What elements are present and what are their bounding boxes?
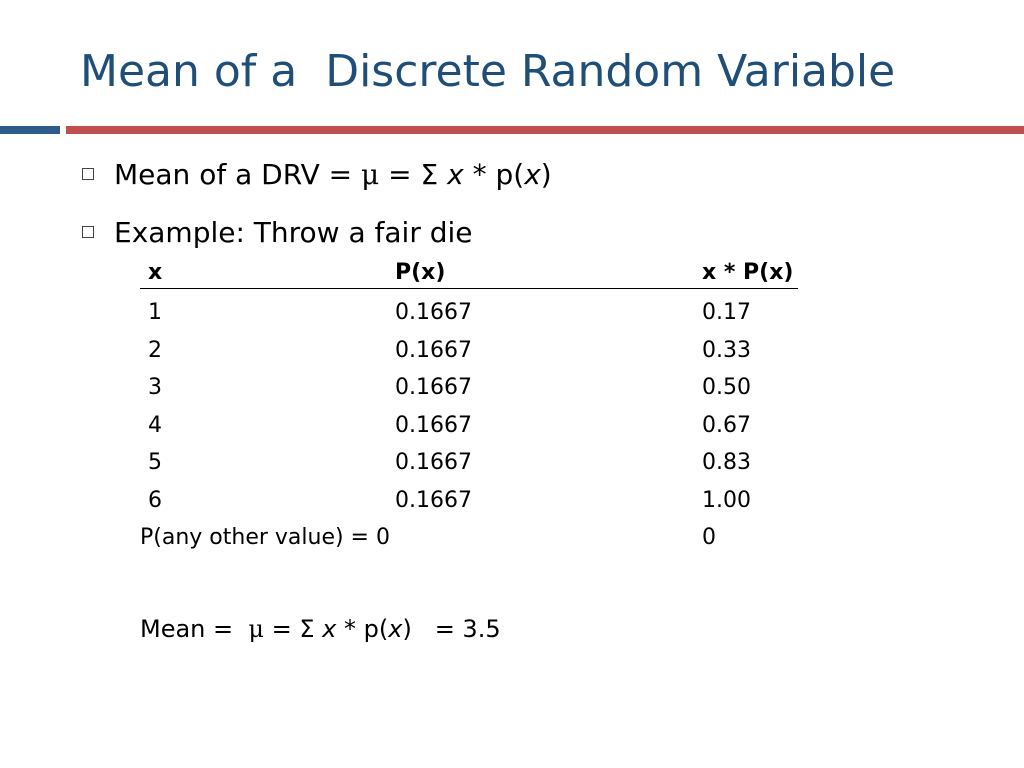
table-row <box>140 447 798 485</box>
variable-x: x <box>524 157 541 191</box>
table-row <box>140 410 798 448</box>
cell-x-times-px: 0.67 <box>702 412 751 438</box>
header-px: P(x) <box>395 260 446 285</box>
mean-result <box>140 615 501 643</box>
cell-x: 5 <box>148 450 162 475</box>
cell-px: 0.1667 <box>395 375 472 400</box>
mu-symbol: μ <box>361 157 380 191</box>
table-row <box>140 297 798 335</box>
table-row <box>140 485 798 523</box>
title-rule-accent <box>0 126 60 134</box>
bullet-text <box>114 158 552 191</box>
cell-x: 2 <box>148 337 162 363</box>
other-value-label: P(any other value) = 0 <box>140 525 390 550</box>
cell-px: 0.1667 <box>395 300 472 325</box>
cell-px: 0.1667 <box>395 412 472 438</box>
cell-px: 0.1667 <box>395 487 472 513</box>
bullet-mean-definition <box>82 154 552 194</box>
cell-x-times-px: 0.83 <box>702 450 751 475</box>
cell-px: 0.1667 <box>395 450 472 475</box>
text-part: Mean = <box>140 615 249 643</box>
cell-x-times-px: 0.33 <box>702 337 751 363</box>
cell-x-times-px: 0.50 <box>702 375 751 400</box>
slide-title: Mean of a Discrete Random Variable <box>80 46 896 97</box>
text-part: ) = 3.5 <box>402 615 501 643</box>
header-x-times-px: x * P(x) <box>702 260 794 285</box>
cell-x: 6 <box>148 487 162 513</box>
cell-x: 4 <box>148 412 162 438</box>
text-part: = Σ <box>379 157 448 191</box>
square-bullet-icon <box>82 168 94 180</box>
variable-x: x <box>388 615 403 643</box>
header-x: x <box>148 260 163 285</box>
variable-x: x <box>447 157 464 191</box>
title-rule <box>66 126 1024 134</box>
bullet-text: Example: Throw a fair die <box>114 215 473 249</box>
mu-symbol: μ <box>248 615 264 643</box>
table-row-other <box>140 522 798 560</box>
bullet-example <box>82 212 473 252</box>
cell-x-times-px: 0.17 <box>702 300 751 325</box>
cell-x: 1 <box>148 300 162 325</box>
cell-x-times-px: 1.00 <box>702 487 751 513</box>
text-part: * p( <box>336 615 389 643</box>
text-part: * p( <box>463 157 525 191</box>
square-bullet-icon <box>82 226 94 238</box>
table-row <box>140 372 798 410</box>
cell-x: 3 <box>148 375 162 400</box>
variable-x: x <box>322 615 337 643</box>
table-row <box>140 335 798 373</box>
cell-px: 0.1667 <box>395 337 472 363</box>
die-probability-table <box>140 258 798 560</box>
other-value-product: 0 <box>702 525 716 550</box>
text-part: = Σ <box>264 615 323 643</box>
table-header-row <box>140 258 798 289</box>
text-part: Mean of a DRV = <box>114 157 362 191</box>
text-part: ) <box>540 157 552 191</box>
